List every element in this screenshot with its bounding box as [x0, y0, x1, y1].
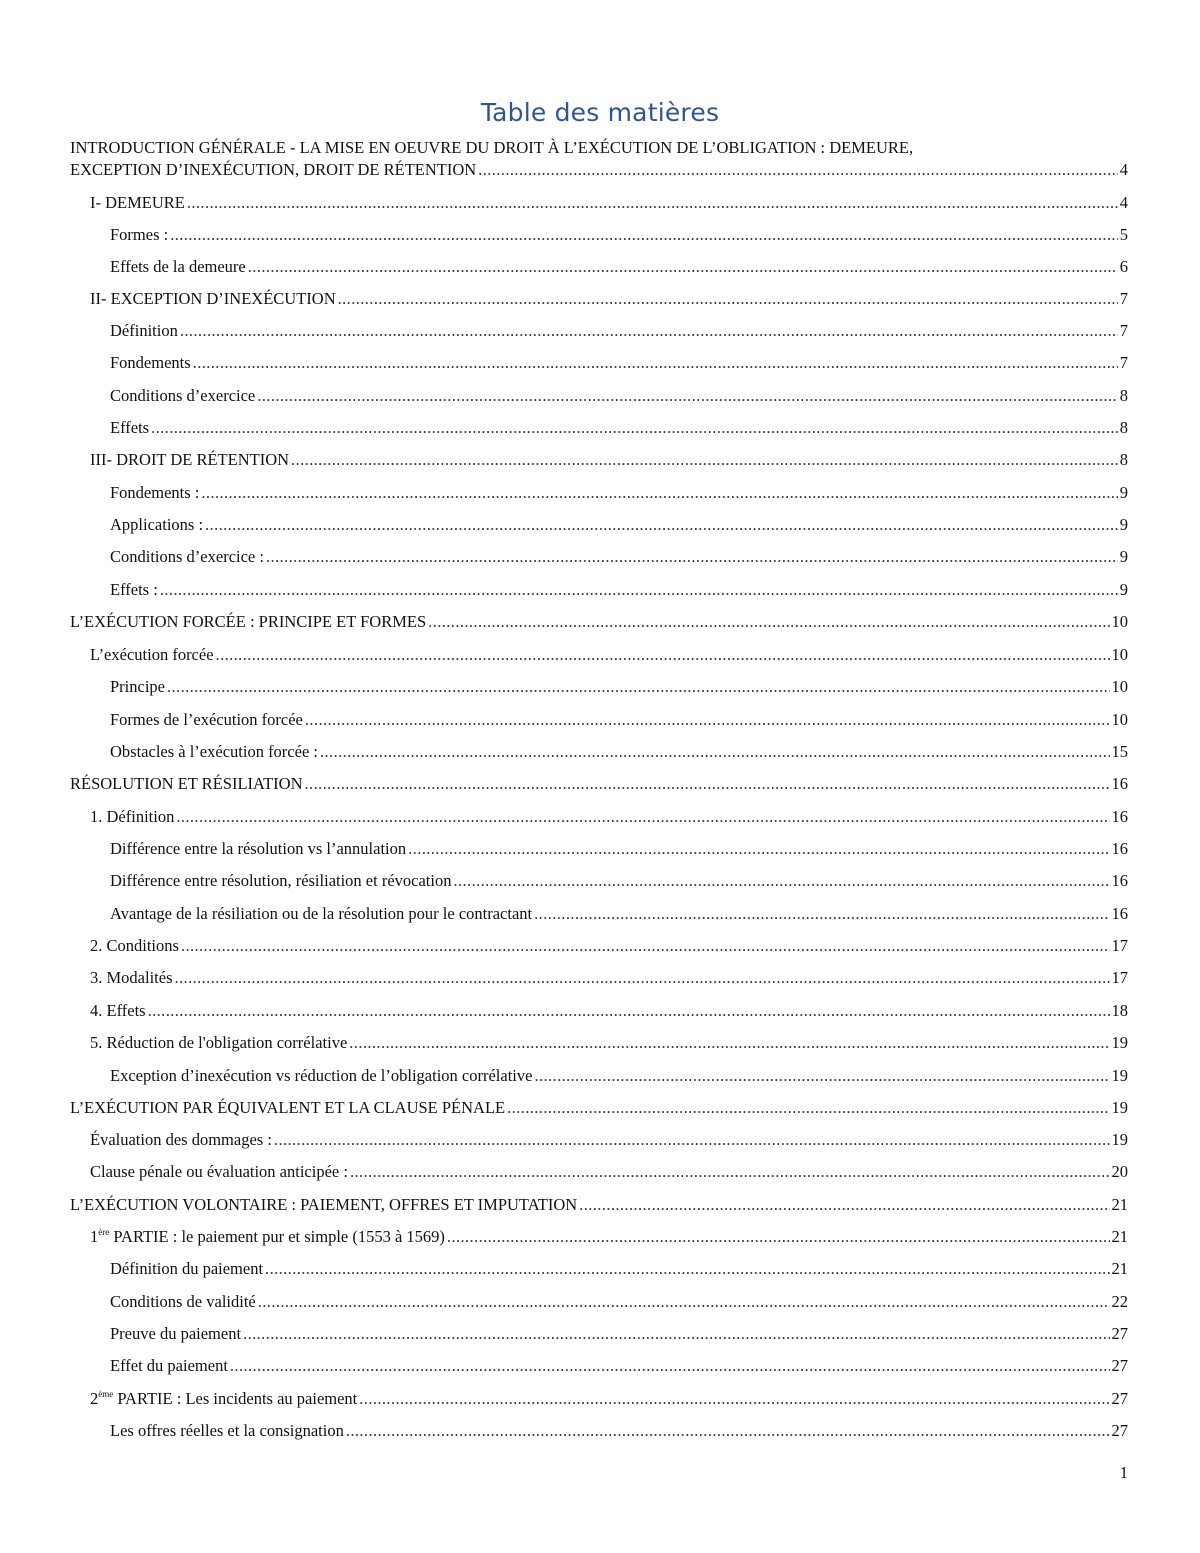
toc-entry-text: PARTIE : Les incidents au paiement: [113, 1389, 358, 1408]
toc-page-number: 10: [1111, 710, 1128, 729]
toc-page-number: 21: [1111, 1227, 1128, 1246]
toc-page-number: 18: [1111, 1001, 1128, 1020]
toc-page-number: 19: [1111, 1098, 1128, 1117]
toc-entry-label: Applications :: [110, 515, 204, 534]
toc-dot-leader: [359, 1388, 1109, 1410]
toc-page-number: 9: [1119, 515, 1128, 534]
toc-dot-leader: [257, 385, 1118, 407]
toc-entry[interactable]: [110, 1323, 1128, 1345]
toc-entry[interactable]: [90, 1032, 1128, 1054]
toc-page-number: 8: [1119, 418, 1128, 437]
toc-entry-label: L’exécution forcée: [90, 645, 214, 664]
toc-page-number: 16: [1111, 807, 1128, 826]
toc-entry[interactable]: [110, 1065, 1128, 1087]
toc-entry-label: Définition: [110, 321, 178, 340]
toc-entry[interactable]: [90, 1388, 1128, 1410]
toc-entry[interactable]: [110, 546, 1128, 568]
toc-page-number: 9: [1119, 547, 1128, 566]
toc-dot-leader: [266, 546, 1118, 568]
toc-entry-label: Clause pénale ou évaluation anticipée :: [90, 1162, 348, 1181]
toc-dot-leader: [148, 1000, 1110, 1022]
toc-dot-leader: [193, 352, 1118, 374]
toc-entry[interactable]: [70, 1194, 1128, 1216]
toc-dot-leader: [428, 611, 1109, 633]
toc-entry[interactable]: [110, 224, 1128, 246]
toc-entry[interactable]: [90, 288, 1128, 310]
toc-entry-label: Définition du paiement: [110, 1259, 264, 1278]
toc-dot-leader: [320, 741, 1110, 763]
toc-entry-ordinal-suffix: ème: [98, 1389, 114, 1399]
toc-entry-label: 5. Réduction de l'obligation corrélative: [90, 1033, 348, 1052]
toc-dot-leader: [291, 449, 1118, 471]
toc-entry-label: Effet du paiement: [110, 1356, 228, 1375]
toc-entry-label: RÉSOLUTION ET RÉSILIATION: [70, 774, 303, 793]
toc-entry-label: Fondements: [110, 353, 191, 372]
toc-page-number: 16: [1111, 904, 1128, 923]
toc-entry[interactable]: [110, 417, 1128, 439]
toc-entry[interactable]: [90, 967, 1128, 989]
toc-entry-label: Avantage de la résiliation ou de la résolution pour le contractant: [110, 904, 533, 923]
toc-dot-leader: [305, 773, 1110, 795]
toc-page-number: 17: [1111, 968, 1128, 987]
toc-dot-leader: [453, 870, 1109, 892]
toc-page-number: 4: [1119, 160, 1128, 179]
toc-entry-label: Conditions d’exercice :: [110, 547, 264, 566]
toc-dot-leader: [175, 967, 1110, 989]
toc-entry-label: 3. Modalités: [90, 968, 173, 987]
toc-entry[interactable]: [110, 903, 1128, 925]
toc-page-number: 5: [1119, 225, 1128, 244]
toc-entry[interactable]: [110, 1258, 1128, 1280]
toc-page-number: 15: [1111, 742, 1128, 761]
toc-dot-leader: [230, 1355, 1110, 1377]
toc-entry[interactable]: [110, 385, 1128, 407]
toc-entry[interactable]: [110, 1291, 1128, 1313]
toc-entry[interactable]: [110, 676, 1128, 698]
toc-dot-leader: [338, 288, 1118, 310]
toc-entry[interactable]: [110, 709, 1128, 731]
toc-dot-leader: [350, 1161, 1110, 1183]
toc-page-number: 17: [1111, 936, 1128, 955]
toc-dot-leader: [176, 806, 1109, 828]
toc-page-number: 4: [1119, 193, 1128, 212]
toc-entry-ordinal: 2: [90, 1389, 99, 1408]
toc-entry-label: Effets :: [110, 580, 158, 599]
toc-entry[interactable]: [70, 1097, 1128, 1119]
toc-page-number: 9: [1119, 580, 1128, 599]
toc-entry-label: L’EXÉCUTION PAR ÉQUIVALENT ET LA CLAUSE PÉNALE: [70, 1098, 506, 1117]
toc-entry[interactable]: [70, 773, 1128, 795]
toc-page-number: 10: [1111, 677, 1128, 696]
toc-page-number: 10: [1111, 612, 1128, 631]
toc-entry-label-line1: INTRODUCTION GÉNÉRALE - LA MISE EN OEUVRE DU DROIT À L’EXÉCUTION DE L’OBLIGATION : DEMEURE,: [70, 138, 914, 157]
toc-entry[interactable]: [110, 741, 1128, 763]
toc-dot-leader: [274, 1129, 1110, 1151]
toc-entry-label: Fondements :: [110, 483, 200, 502]
toc-page-number: 19: [1111, 1033, 1128, 1052]
toc-dot-leader: [170, 224, 1118, 246]
toc-dot-leader: [205, 514, 1118, 536]
toc-page-number: 16: [1111, 839, 1128, 858]
toc-entry[interactable]: [90, 935, 1128, 957]
toc-entry-label: [90, 1388, 357, 1410]
toc-entry-label: Obstacles à l’exécution forcée :: [110, 742, 318, 761]
toc-entry[interactable]: [110, 870, 1128, 892]
toc-dot-leader: [248, 256, 1118, 278]
toc-entry[interactable]: [110, 838, 1128, 860]
toc-page-number: 10: [1111, 645, 1128, 664]
toc-page-number: 7: [1119, 289, 1128, 308]
toc-entry-label: Principe: [110, 677, 165, 696]
toc-dot-leader: [201, 482, 1117, 504]
toc-page-number: 9: [1119, 483, 1128, 502]
toc-entry-label: L’EXÉCUTION FORCÉE : PRINCIPE ET FORMES: [70, 612, 427, 631]
toc-entry[interactable]: [90, 1000, 1128, 1022]
toc-entry-text: PARTIE : le paiement pur et simple (1553 à 1569): [109, 1227, 445, 1246]
toc-dot-leader: [534, 903, 1109, 925]
toc-page-number: 8: [1119, 386, 1128, 405]
toc-page-number: 22: [1111, 1292, 1128, 1311]
toc-entry[interactable]: [90, 1226, 1128, 1248]
toc-page-number: 16: [1111, 871, 1128, 890]
toc-entry-label: Évaluation des dommages :: [90, 1130, 272, 1149]
toc-page-number: 8: [1119, 450, 1128, 469]
toc-entry-label: 4. Effets: [90, 1001, 146, 1020]
toc-entry[interactable]: [110, 1355, 1128, 1377]
toc-entry[interactable]: [90, 192, 1128, 214]
toc-dot-leader: [265, 1258, 1109, 1280]
toc-title: Table des matières: [480, 98, 720, 127]
toc-entry[interactable]: [110, 352, 1128, 374]
toc-entry-label: Conditions de validité: [110, 1292, 256, 1311]
toc-dot-leader: [216, 644, 1110, 666]
page-number: 1: [1119, 1463, 1128, 1482]
toc-entry-ordinal: 1: [90, 1227, 99, 1246]
toc-entry[interactable]: [70, 611, 1128, 633]
toc-entry-label: Preuve du paiement: [110, 1324, 242, 1343]
toc-dot-leader: [167, 676, 1110, 698]
toc-entry[interactable]: [110, 579, 1128, 601]
toc-page-number: 19: [1111, 1066, 1128, 1085]
toc-entry-label: Conditions d’exercice: [110, 386, 256, 405]
toc-page-number: 21: [1111, 1259, 1128, 1278]
toc-dot-leader: [187, 192, 1118, 214]
toc-page-number: 27: [1111, 1389, 1128, 1408]
toc-dot-leader: [181, 935, 1110, 957]
toc-page-number: 6: [1119, 257, 1128, 276]
toc-entry[interactable]: [70, 137, 1128, 181]
toc-entry-label: Les offres réelles et la consignation: [110, 1421, 344, 1440]
toc-entry[interactable]: [90, 644, 1128, 666]
toc-dot-leader: [160, 579, 1118, 601]
toc-page-number: 20: [1111, 1162, 1128, 1181]
toc-page-number: 7: [1119, 321, 1128, 340]
toc-page-number: 27: [1111, 1421, 1128, 1440]
toc-page-number: 27: [1111, 1324, 1128, 1343]
toc-entry-label: 1. Définition: [90, 807, 175, 826]
toc-entry[interactable]: [110, 1420, 1128, 1442]
toc-entry-label: Différence entre la résolution vs l’annulation: [110, 839, 407, 858]
toc-entry[interactable]: [90, 806, 1128, 828]
toc-entry-label: Différence entre résolution, résiliation et révocation: [110, 871, 452, 890]
toc-entry-ordinal-suffix: ère: [98, 1227, 110, 1237]
toc-entry[interactable]: [90, 449, 1128, 471]
toc-page-number: 16: [1111, 774, 1128, 793]
toc-dot-leader: [478, 159, 1118, 181]
toc-dot-leader: [579, 1194, 1109, 1216]
toc-dot-leader: [507, 1097, 1109, 1119]
toc-entry-label: Formes de l’exécution forcée: [110, 710, 303, 729]
toc-entry-label: Formes :: [110, 225, 169, 244]
toc-dot-leader: [534, 1065, 1109, 1087]
toc-entry[interactable]: [110, 514, 1128, 536]
toc-entry-label: Effets: [110, 418, 150, 437]
toc-page-number: 21: [1111, 1195, 1128, 1214]
toc-entry[interactable]: [110, 482, 1128, 504]
toc-entry[interactable]: [110, 320, 1128, 342]
toc-dot-leader: [243, 1323, 1109, 1345]
toc-dot-leader: [258, 1291, 1110, 1313]
toc-dot-leader: [305, 709, 1110, 731]
toc-dot-leader: [180, 320, 1118, 342]
toc-entry[interactable]: [110, 256, 1128, 278]
toc-entry-label: Exception d’inexécution vs réduction de l’obligation corrélative: [110, 1066, 533, 1085]
toc-page-number: 7: [1119, 353, 1128, 372]
toc-entry-label: III- DROIT DE RÉTENTION: [90, 450, 290, 469]
toc-entry-label: L’EXÉCUTION VOLONTAIRE : PAIEMENT, OFFRES ET IMPUTATION: [70, 1195, 578, 1214]
toc-dot-leader: [408, 838, 1109, 860]
toc-entry-label: 2. Conditions: [90, 936, 179, 955]
toc-entry-label: II- EXCEPTION D’INEXÉCUTION: [90, 289, 336, 308]
toc-page-number: 27: [1111, 1356, 1128, 1375]
toc-dot-leader: [349, 1032, 1109, 1054]
toc-page-number: 19: [1111, 1130, 1128, 1149]
toc-entry-label: I- DEMEURE: [90, 193, 185, 212]
toc-entry-label: EXCEPTION D’INEXÉCUTION, DROIT DE RÉTENTION: [70, 160, 477, 179]
toc-dot-leader: [447, 1226, 1110, 1248]
toc-entry-label: [90, 1226, 445, 1248]
toc-entry-label: Effets de la demeure: [110, 257, 246, 276]
toc-dot-leader: [346, 1420, 1110, 1442]
toc-dot-leader: [151, 417, 1118, 439]
toc-entry[interactable]: [90, 1129, 1128, 1151]
toc-entry[interactable]: [90, 1161, 1128, 1183]
